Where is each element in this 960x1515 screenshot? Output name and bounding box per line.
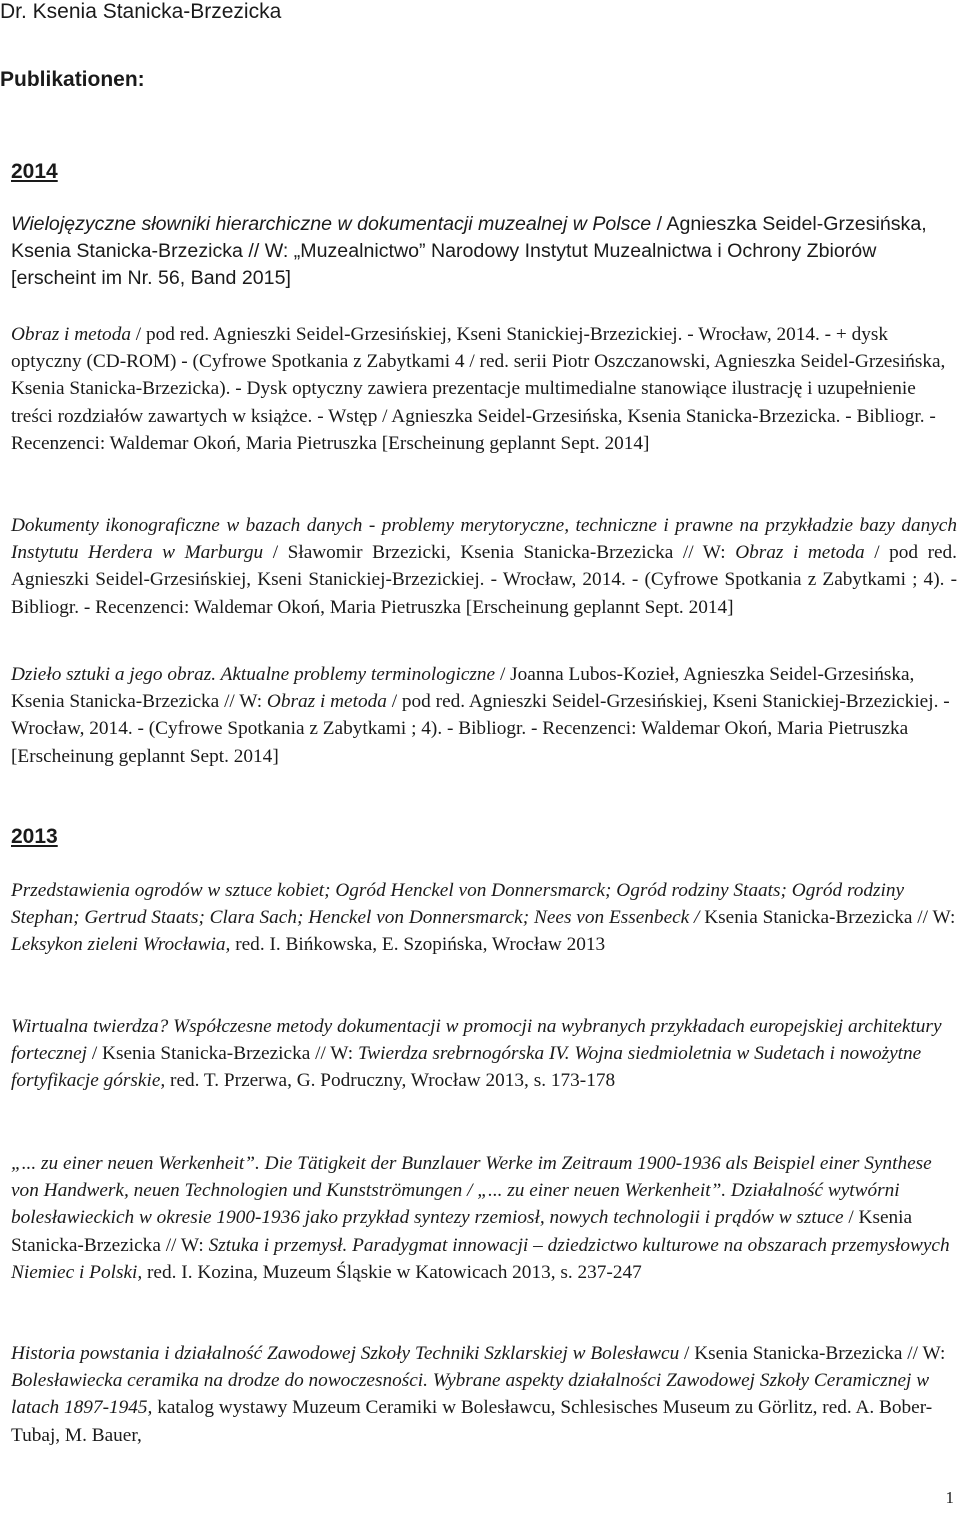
publication-details: / Sławomir Brzezicki, Ksenia Stanicka-Brzezicka // W: <box>263 542 736 564</box>
publication-details: / pod red. Agnieszki Seidel-Grzesińskiej, Kseni Stanickiej-Brzezickiej. - Wrocław, 2014. - (Cyfrowe Spotkania z Zabytkami ; 4). - Bibliogr. - Recenzenci: Waldemar Okoń, Maria Pietruszka [Erscheinung geplannt Sept. 2014] <box>11 542 958 618</box>
publication-title: Wielojęzyczne słowniki hierarchiczne w dokumentacji muzealnej w Polsce <box>11 213 652 235</box>
publication-details: / Ksenia Stanicka-Brzezicka // W: <box>11 1207 913 1256</box>
year-heading-2013: 2013 <box>11 825 58 848</box>
publication-entry <box>11 877 957 959</box>
publication-title: Dokumenty ikonograficzne w bazach danych - problemy merytoryczne, techniczne i prawne na przykładzie bazy danych Instytutu Herdera w Marburgu <box>11 515 957 564</box>
publication-details: red. I. Kozina, Muzeum Śląskie w Katowicach 2013, s. 237-247 <box>142 1261 642 1283</box>
book-title: Sztuka i przemysł. Paradygmat innowacji – dziedzictwo kulturowe na obszarach przemysłowych Niemiec i Polski, <box>11 1234 950 1283</box>
publication-details: / Agnieszka Seidel-Grzesińska, Ksenia Stanicka-Brzezicka // W: „Muzealnictwo” Narodowy Instytut Muzealnictwa i Ochrony Zbiorów [erscheint im Nr. 56, Band 2015] <box>11 213 927 289</box>
publication-entry <box>11 512 957 621</box>
publication-details: Ksenia Stanicka-Brzezicka // W: <box>699 907 956 929</box>
year-heading-2014: 2014 <box>11 160 58 183</box>
book-title: Twierdza srebrnogórska IV. Wojna siedmioletnia w Sudetach i nowożytne fortyfikacje górskie, <box>11 1043 922 1092</box>
publication-details: katalog wystawy Muzeum Ceramiki w Bolesławcu, Schlesisches Museum zu Görlitz, red. A. Bober-Tubaj, M. Bauer, <box>11 1397 933 1446</box>
book-title: Obraz i metoda <box>735 542 865 564</box>
book-title: Bolesławiecka ceramika na drodze do nowoczesności. Wybrane aspekty działalności Zawodowej Szkoły Ceramicznej w latach 1897-1945, <box>11 1370 930 1419</box>
publication-details: / Ksenia Stanicka-Brzezicka // W: <box>679 1343 946 1364</box>
publication-title: Historia powstania i działalność Zawodowej Szkoły Techniki Szklarskiej w Bolesławcu <box>11 1343 680 1364</box>
page-number: 1 <box>945 1488 954 1507</box>
publication-entry <box>11 1150 957 1286</box>
publication-details: / pod red. Agnieszki Seidel-Grzesińskiej, Kseni Stanickiej-Brzezickiej. - Wrocław, 2014. - + dysk optyczny (CD-ROM) - (Cyfrowe Spotkania z Zabytkami 4 / red. serii Piotr Oszczanowski, Agnieszka Seidel-Grzesińska, Ksenia Stanicka-Brzezicka). - Dysk optyczny zawiera prezentacje multimedialne stanowiące ilustrację i uzupełnienie treści rozdziałów zawartych w książce. - Wstęp / Agnieszka Seidel-Grzesińska, Ksenia Stanicka-Brzezicka. - Bibliogr. - Recenzenci: Waldemar Okoń, Maria Pietruszka [Erscheinung geplannt Sept. 2014] <box>11 324 946 454</box>
publication-entry <box>11 321 957 457</box>
publication-title: Dzieło sztuki a jego obraz. Aktualne problemy terminologiczne <box>11 664 496 685</box>
publication-details: red. I. Bińkowska, E. Szopińska, Wrocław 2013 <box>230 934 606 956</box>
publication-title: Wirtualna twierdza? Współczesne metody dokumentacji w promocji na wybranych przykładach europejskiej architektury fortecznej <box>11 1016 942 1065</box>
section-title: Publikationen: <box>0 68 145 91</box>
author-name: Dr. Ksenia Stanicka-Brzezicka <box>0 0 282 23</box>
publication-details: / Ksenia Stanicka-Brzezicka // W: <box>87 1043 358 1065</box>
publication-details: red. T. Przerwa, G. Podruczny, Wrocław 2013, s. 173-178 <box>165 1070 616 1092</box>
publication-title: „... zu einer neuen Werkenheit”. Die Tätigkeit der Bunzlauer Werke im Zeitraum 1900-1936 als Beispiel einer Synthese von Handwerk, neuen Technologien und Kunstströmungen / „... zu einer neuen Werkenheit”. Działalność wytwórni bolesławieckich w okresie 1900-1936 jako przykład syntezy rzemiosł, nowych technologii i prądów w sztuce <box>11 1153 932 1229</box>
publication-details: / pod red. Agnieszki Seidel-Grzesińskiej, Kseni Stanickiej-Brzezickiej. - Wrocław, 2014. - (Cyfrowe Spotkania z Zabytkami ; 4). - Bibliogr. - Recenzenci: Waldemar Okoń, Maria Pietruszka [Erscheinung geplannt Sept. 2014] <box>11 691 950 767</box>
publication-title: Obraz i metoda <box>11 324 131 345</box>
publication-entry <box>11 661 957 770</box>
publication-entry <box>11 1013 957 1095</box>
book-title: Obraz i metoda <box>266 691 387 713</box>
publication-entry <box>11 211 957 292</box>
publication-title: Przedstawienia ogrodów w sztuce kobiet; Ogród Henckel von Donnersmarck; Ogród rodziny Staats; Ogród rodziny Stephan; Gertrud Staats; Clara Sach; Henckel von Donnersmarck; Nees von Essenbeck / <box>11 880 905 929</box>
publication-entry <box>11 1340 957 1449</box>
book-title: Leksykon zieleni Wrocławia, <box>11 934 231 956</box>
publication-details: / Joanna Lubos-Kozieł, Agnieszka Seidel-Grzesińska, Ksenia Stanicka-Brzezicka // W: <box>11 664 915 713</box>
